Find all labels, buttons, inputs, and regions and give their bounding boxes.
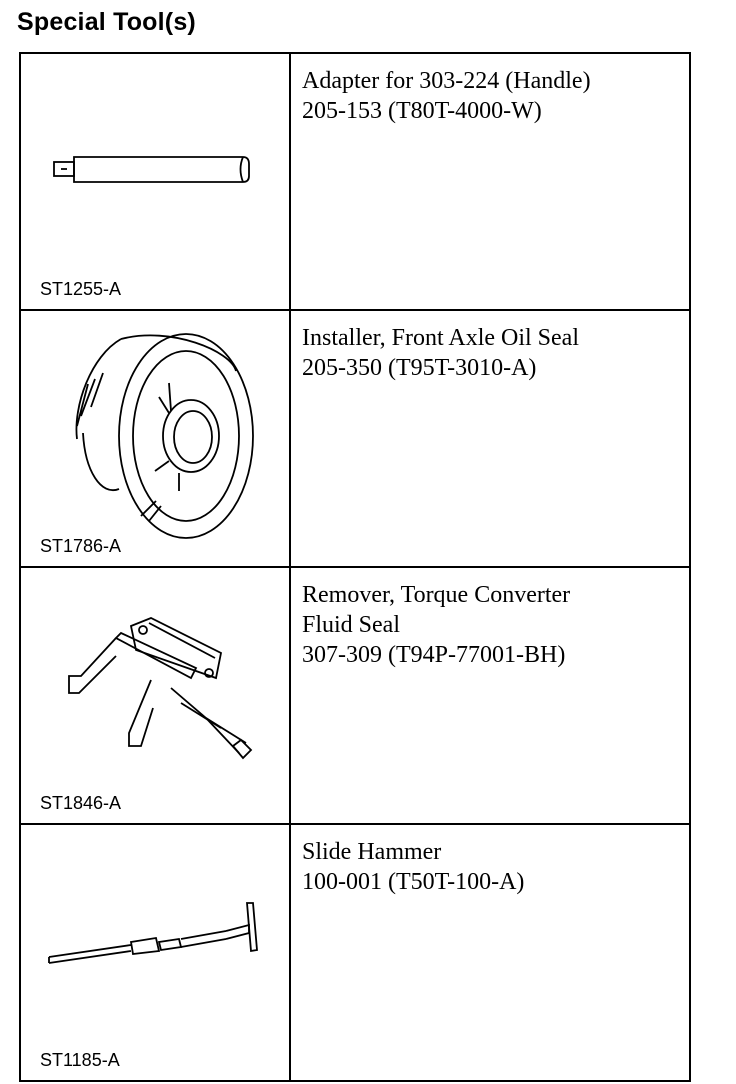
tool-part-number: 307-309 (T94P-77001-BH) <box>302 642 566 668</box>
table-row <box>20 310 690 567</box>
table-row <box>20 567 690 824</box>
tool-description-cell <box>290 567 690 824</box>
tool-name-continued: Fluid Seal <box>302 612 401 638</box>
slide-hammer-icon <box>21 825 289 1080</box>
tool-name: Remover, Torque Converter <box>302 582 571 608</box>
tool-part-number: 100-001 (T50T-100-A) <box>302 869 525 895</box>
tool-name: Installer, Front Axle Oil Seal <box>302 325 579 351</box>
tool-name: Adapter for 303-224 (Handle) <box>302 68 591 94</box>
table-row <box>20 53 690 310</box>
tool-description-cell <box>290 824 690 1081</box>
tool-description-cell <box>290 53 690 310</box>
tool-name: Slide Hammer <box>302 839 442 865</box>
tool-part-number: 205-350 (T95T-3010-A) <box>302 355 537 381</box>
table-row <box>20 824 690 1081</box>
tool-illustration-cell <box>20 53 290 310</box>
oil-seal-installer-icon <box>21 311 289 566</box>
seal-remover-icon <box>21 568 289 823</box>
tool-id: ST1786-A <box>40 536 122 556</box>
tool-id: ST1185-A <box>40 1050 120 1070</box>
tool-id: ST1846-A <box>40 793 122 813</box>
tool-illustration-cell <box>20 310 290 567</box>
tool-illustration-cell <box>20 567 290 824</box>
tool-id: ST1255-A <box>40 279 122 299</box>
tool-description-cell <box>290 310 690 567</box>
tool-part-number: 205-153 (T80T-4000-W) <box>302 98 542 124</box>
special-tools-table <box>19 52 691 1082</box>
page-title: Special Tool(s) <box>17 8 196 36</box>
handle-adapter-icon <box>21 54 289 309</box>
tool-illustration-cell <box>20 824 290 1081</box>
